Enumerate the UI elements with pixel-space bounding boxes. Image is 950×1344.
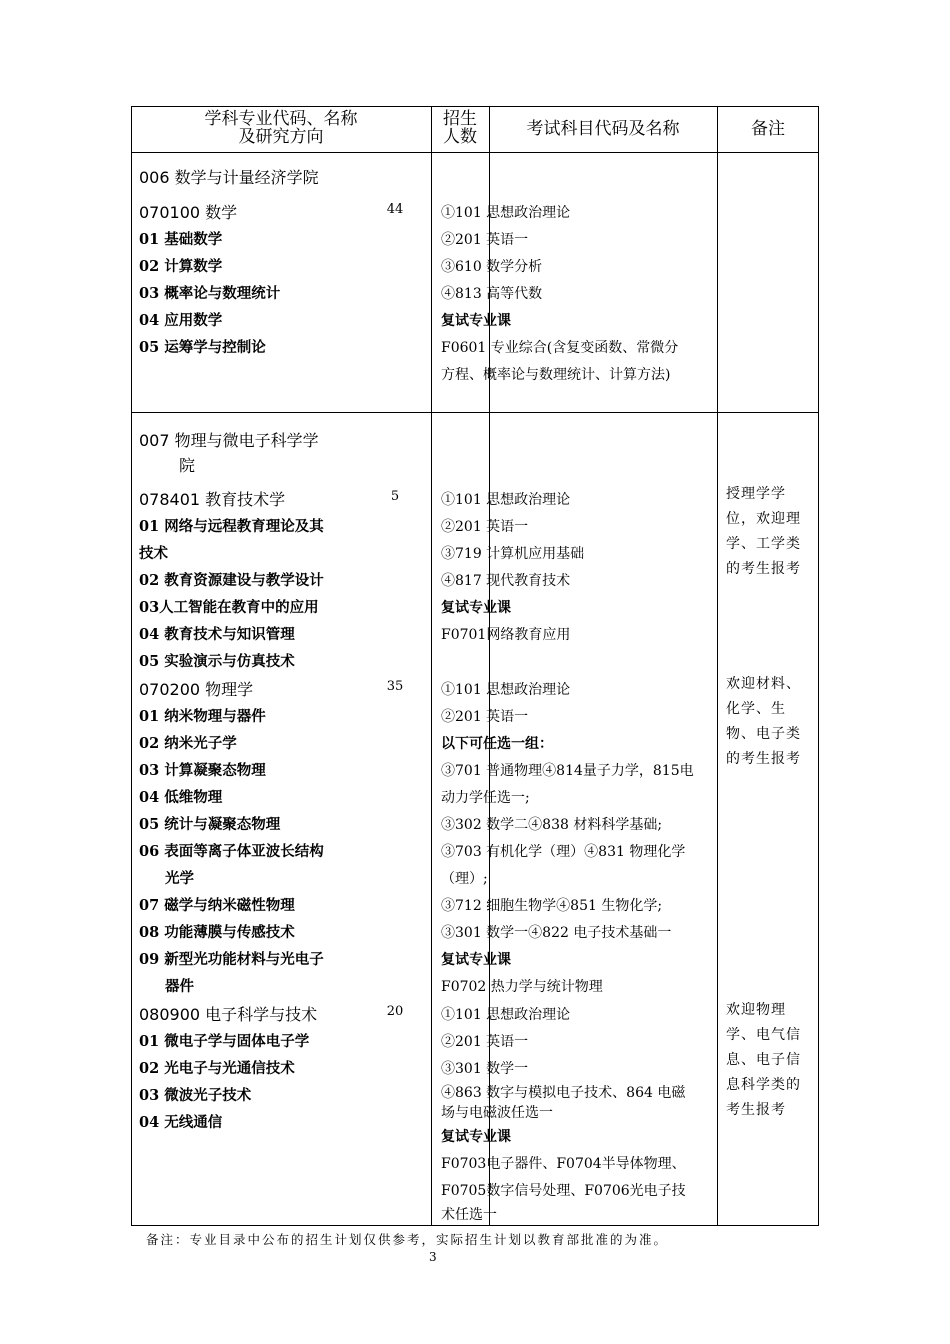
direction-item: 04 应用数学 (139, 312, 223, 329)
header-col3: 考试科目代码及名称 (526, 119, 680, 139)
footnote: 备注：专业目录中公布的招生计划仅供参考，实际招生计划以教育部批准的为准。 (146, 1232, 669, 1247)
direction-item: 技术 (139, 545, 168, 562)
page-number: 3 (429, 1250, 437, 1264)
section-divider (132, 412, 818, 413)
retest-subject: F0601 专业综合(含复变函数、常微分 (441, 340, 679, 356)
retest-subject: F0705数字信号处理、F0706光电子技 (441, 1183, 686, 1199)
choice-subject: ③701 普通物理④814量子力学，815电 (441, 763, 694, 779)
direction-item: 04 无线通信 (139, 1114, 223, 1131)
retest-subject: F0702 热力学与统计物理 (441, 979, 603, 995)
direction-item: 01 网络与远程教育理论及其 (139, 518, 324, 535)
header-col4: 备注 (751, 119, 785, 139)
direction-item: 08 功能薄膜与传感技术 (139, 924, 295, 941)
direction-item: 09 新型光功能材料与光电子 (139, 951, 324, 968)
header-col1-line1: 学科专业代码、名称 (204, 109, 358, 129)
direction-item: 01 基础数学 (139, 231, 223, 248)
exam-subject: ③610 数学分析 (441, 259, 543, 275)
direction-item: 01 纳米物理与器件 (139, 708, 266, 725)
retest-subject: F0703电子器件、F0704半导体物理、 (441, 1156, 686, 1172)
direction-item: 06 表面等离子体亚波长结构 (139, 843, 324, 860)
direction-item: 02 光电子与光通信技术 (139, 1060, 295, 1077)
choice-subject: 动力学任选一; (441, 790, 530, 806)
direction-item: 05 实验演示与仿真技术 (139, 653, 295, 670)
exam-subject: ③301 数学一 (441, 1061, 529, 1077)
choice-subject: ③712 细胞生物学④851 生物化学; (441, 898, 663, 914)
direction-item: 01 微电子学与固体电子学 (139, 1033, 310, 1050)
direction-item: 07 磁学与纳米磁性物理 (139, 897, 295, 914)
exam-subject-cont: 场与电磁波任选一 (441, 1105, 553, 1121)
retest-label: 复试专业课 (441, 313, 511, 329)
exam-subject: ②201 英语一 (441, 232, 529, 248)
header-col2 (431, 110, 489, 146)
retest-subject: F0701网络教育应用 (441, 627, 571, 643)
exam-subject: ①101 思想政治理论 (441, 682, 571, 698)
remark: 授理学学位，欢迎理学、工学类的考生报考 (726, 486, 801, 577)
dept-title: 007 物理与微电子科学学 (139, 431, 319, 450)
choice-subject: ③302 数学二④838 材料科学基础; (441, 817, 663, 833)
dept-title-cont: 院 (179, 456, 196, 475)
exam-subject: ④863 数字与模拟电子技术、864 电磁 (441, 1085, 686, 1101)
exam-subject: ①101 思想政治理论 (441, 205, 571, 221)
header-col2-line1: 招生 (443, 109, 477, 129)
exam-subject: ④817 现代教育技术 (441, 573, 571, 589)
exam-subject: ③719 计算机应用基础 (441, 546, 585, 562)
retest-label: 复试专业课 (441, 952, 511, 968)
direction-item: 03 微波光子技术 (139, 1087, 252, 1104)
direction-item: 03 计算凝聚态物理 (139, 762, 266, 779)
direction-item: 05 统计与凝聚态物理 (139, 816, 281, 833)
direction-item: 03人工智能在教育中的应用 (139, 599, 319, 616)
direction-item-cont: 器件 (165, 978, 194, 995)
direction-item: 02 纳米光子学 (139, 735, 237, 752)
exam-subject: ①101 思想政治理论 (441, 492, 571, 508)
header-col1 (131, 110, 431, 146)
header-divider (132, 152, 818, 153)
exam-subject: ④813 高等代数 (441, 286, 543, 302)
direction-item: 05 运筹学与控制论 (139, 339, 266, 356)
col-divider (717, 107, 718, 1225)
exam-subject: ②201 英语一 (441, 519, 529, 535)
dept-title: 006 数学与计量经济学院 (139, 168, 319, 187)
exam-subject: ②201 英语一 (441, 1034, 529, 1050)
direction-item: 03 概率论与数理统计 (139, 285, 281, 302)
col-divider (431, 107, 432, 1225)
header-col2-line2: 人数 (443, 127, 477, 147)
retest-subject: 方程、概率论与数理统计、计算方法) (441, 367, 671, 383)
exam-subject: ①101 思想政治理论 (441, 1007, 571, 1023)
choice-label: 以下可任选一组： (441, 736, 553, 752)
retest-label: 复试专业课 (441, 1129, 511, 1145)
direction-item: 02 教育资源建设与教学设计 (139, 572, 324, 589)
enrollment-count: 20 (386, 1004, 404, 1019)
retest-subject: 术任选一 (441, 1207, 497, 1223)
enrollment-count: 5 (390, 489, 400, 504)
exam-subject: ②201 英语一 (441, 709, 529, 725)
program-title: 070200 物理学 (139, 680, 254, 699)
program-title: 080900 电子科学与技术 (139, 1005, 318, 1024)
direction-item-cont: 光学 (165, 870, 194, 887)
retest-label: 复试专业课 (441, 600, 511, 616)
choice-subject: ③301 数学一④822 电子技术基础一 (441, 925, 672, 941)
remark: 欢迎物理学、电气信息、电子信息科学类的考生报考 (726, 1002, 801, 1118)
choice-subject: （理）; (441, 871, 488, 887)
remark: 欢迎材料、化学、生物、电子类的考生报考 (726, 676, 801, 767)
direction-item: 04 低维物理 (139, 789, 223, 806)
header-col1-line2: 及研究方向 (238, 127, 324, 147)
direction-item: 02 计算数学 (139, 258, 223, 275)
direction-item: 04 教育技术与知识管理 (139, 626, 295, 643)
enrollment-count: 44 (386, 202, 404, 217)
program-title: 078401 教育技术学 (139, 490, 286, 509)
enrollment-count: 35 (386, 679, 404, 694)
program-title: 070100 数学 (139, 203, 238, 222)
choice-subject: ③703 有机化学（理）④831 物理化学 (441, 844, 686, 860)
